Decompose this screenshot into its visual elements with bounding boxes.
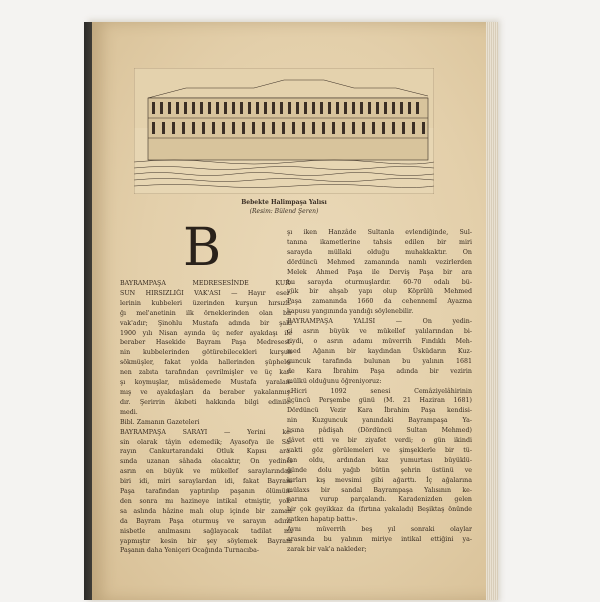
text-line: med Ağanın bir kaydından Üsküdarın Kuz- xyxy=(287,347,472,355)
text-line: sin olarak tâyin edemedik; Ayasofya ile Sa- xyxy=(120,438,292,446)
text-line: nen zabıta tarafından çevrilmişler ve üç kar- xyxy=(120,369,292,377)
text-line: da Bayram Paşa oturmuş ve sarayın adına xyxy=(120,517,292,525)
text-line: dır. Şerirrin âkıbeti hakkında bilgi edinile- xyxy=(120,398,292,406)
text-line: fan oldu, ardından kaz yumurtası büyüklü- xyxy=(287,456,472,464)
illustration-caption-credit: (Resim: Bülend Şeren) xyxy=(249,208,319,215)
yali-illustration xyxy=(134,68,434,194)
text-line: dördüncü Mehmed zamanında namlı vezirlerden xyxy=(287,258,472,266)
text-line: mülaxs bir sandal Bayrampaşa Yalısının ke- xyxy=(287,486,472,494)
text-line: şı koymuşlar, müsâdemede Mustafa yaralan- xyxy=(120,379,292,387)
text-line: yapmıştır kesin bir şey söylemek Bayram xyxy=(120,537,292,545)
text-line: arasında bu yalının miriye intikal ettiğini ya- xyxy=(287,536,472,544)
text-line: rayın Cankurtarandaki Otluk Kapısı ara- xyxy=(120,448,292,456)
text-line: SUN HIRSIZLIĞI VAK'ASI — Hayır eser- xyxy=(120,289,292,297)
text-line: medi. xyxy=(120,408,138,416)
text-line: mülkü olduğunu öğreniyoruz: xyxy=(287,377,382,385)
text-line: üçüncü Perşembe günü (M. 21 Haziran 1681) xyxy=(287,397,472,405)
text-line: Paşa zamanında 1660 da cehennemî Ayazma xyxy=(287,298,472,306)
text-line: nin Kuzguncuk yanındaki Bayrampaşa Ya- xyxy=(287,417,472,425)
text-line: Bibl. Zamanın Gazeteleri xyxy=(120,418,200,426)
text-line: yük bir ahşab yapı olup Köprülü Mehmed xyxy=(287,288,472,296)
text-line: nisbetle anılmasını sağlayacak tadilat mı xyxy=(120,527,292,535)
text-line: 1900 yılı Nisan ayında üç nefer ayakdaşı ile xyxy=(120,329,292,337)
drop-cap-letter: B xyxy=(183,218,222,278)
text-line: tanına ikametlerine tahsis edilen bir miri xyxy=(287,238,472,246)
illustration-caption-title: Bebekte Halimpaşa Yalısı xyxy=(241,199,327,206)
text-line: bu sarayda oturmuşlardır. 60-70 odalı bü- xyxy=(287,278,472,286)
text-line: ğı mel'anetinin ilk örneklerinden olan bir xyxy=(120,309,292,317)
text-line: beraber Hasekide Bayram Paşa Medresesi- xyxy=(120,339,292,347)
text-line: Paşa tarafından yaptırılıp paşanın ölümün- xyxy=(120,488,292,496)
text-line: ci asrın büyük ve mükellef yalılarından bi- xyxy=(287,328,472,336)
text-line: lısına pâdişah (Dördüncü Sultan Mehmed) xyxy=(287,427,472,435)
text-line: BAYRAMPAŞA MEDRESESİNDE KUR- xyxy=(120,280,292,287)
text-line: dâvet etti ve bir ziyafet verdi; o gün ikindi xyxy=(287,437,472,445)
text-line: BAYRAMPAŞA YALISI — On yedin- xyxy=(287,318,472,326)
text-line: biri idi, miri saraylardan idi, fakat Bayram xyxy=(120,478,292,486)
text-line: ğünde dolu yağıb bütün şehrin üstünü ve xyxy=(287,466,472,474)
text-line: kapusu yangınında yandığı söylenebilir. xyxy=(287,308,414,316)
text-line: Paşanın daha Yeniçeri Ocağında Turnacıba- xyxy=(120,547,259,555)
right-text-column xyxy=(287,228,472,555)
text-line: Dördüncü Vezir Kara İbrahim Paşa kendisi- xyxy=(287,407,472,415)
text-line: sa aslında hâzine malı olup içinde bir zaman xyxy=(120,507,292,515)
text-line: sökmüşler, fakat yolda hallerinden şüphele- xyxy=(120,359,292,367)
text-line: BAYRAMPAŞA SARAYI — Yerini ke- xyxy=(120,428,292,436)
page-stack-edge xyxy=(486,22,498,600)
text-line: vakti göz görülemeleri ve şimşeklerle bir tü- xyxy=(287,446,472,454)
text-line: nin kubbelerinden götürebilecekleri kurşun xyxy=(120,349,292,357)
text-line: bir çok geyikkaz da (fırtına yakaladı) Beşiktaş önünde xyxy=(287,506,472,514)
text-line: lerinin kubbeleri üzerinden kurşun hırsızlı- xyxy=(120,299,292,307)
text-line: sında uzanan sâhada olacaktır, On yedinci xyxy=(120,458,292,466)
text-line: «Hicri 1092 senesi Cemâziyelâhirinin xyxy=(287,387,472,395)
text-line: den sonra mı hazineye intikal etmiştir, yok- xyxy=(120,497,292,505)
text-line: riydi, o asrın adamı müverrih Fındıklı Meh- xyxy=(287,337,472,345)
text-line: zarak bir vak'a nakleder; xyxy=(287,546,367,553)
text-line: şı iken Hanzâde Sultanla evlendiğinde, Sul- xyxy=(287,229,472,236)
text-line: Melek Ahmed Paşa ile Derviş Paşa bir ara xyxy=(287,268,472,276)
text-line: vak'adır; Şinohlu Mustafa adında bir şaki xyxy=(120,319,292,327)
text-line: Aynı müverrih beş yıl sonraki olaylar xyxy=(287,526,472,534)
text-line: yatken hapatıp battı». xyxy=(287,516,358,524)
left-text-column xyxy=(120,279,292,556)
text-line: guncuk tarafında bulunan bu yalının 1681 xyxy=(287,357,472,365)
text-line: de Kara İbrahim Paşa adında bir vezirin xyxy=(287,367,472,375)
text-line: narına vurup parçalandı. Karadenizden gelen xyxy=(287,496,472,504)
text-line: mış ve ayakdaşları da beraber yakalanmış- xyxy=(120,388,292,396)
text-line: sarayda müllaki olduğu muhakkaktır. On xyxy=(287,248,472,256)
text-line: asrın en büyük ve mükellef saraylarından xyxy=(120,468,292,476)
text-line: kırları kış mevsimi gibi ağarttı. İç ağalarına xyxy=(287,476,472,484)
